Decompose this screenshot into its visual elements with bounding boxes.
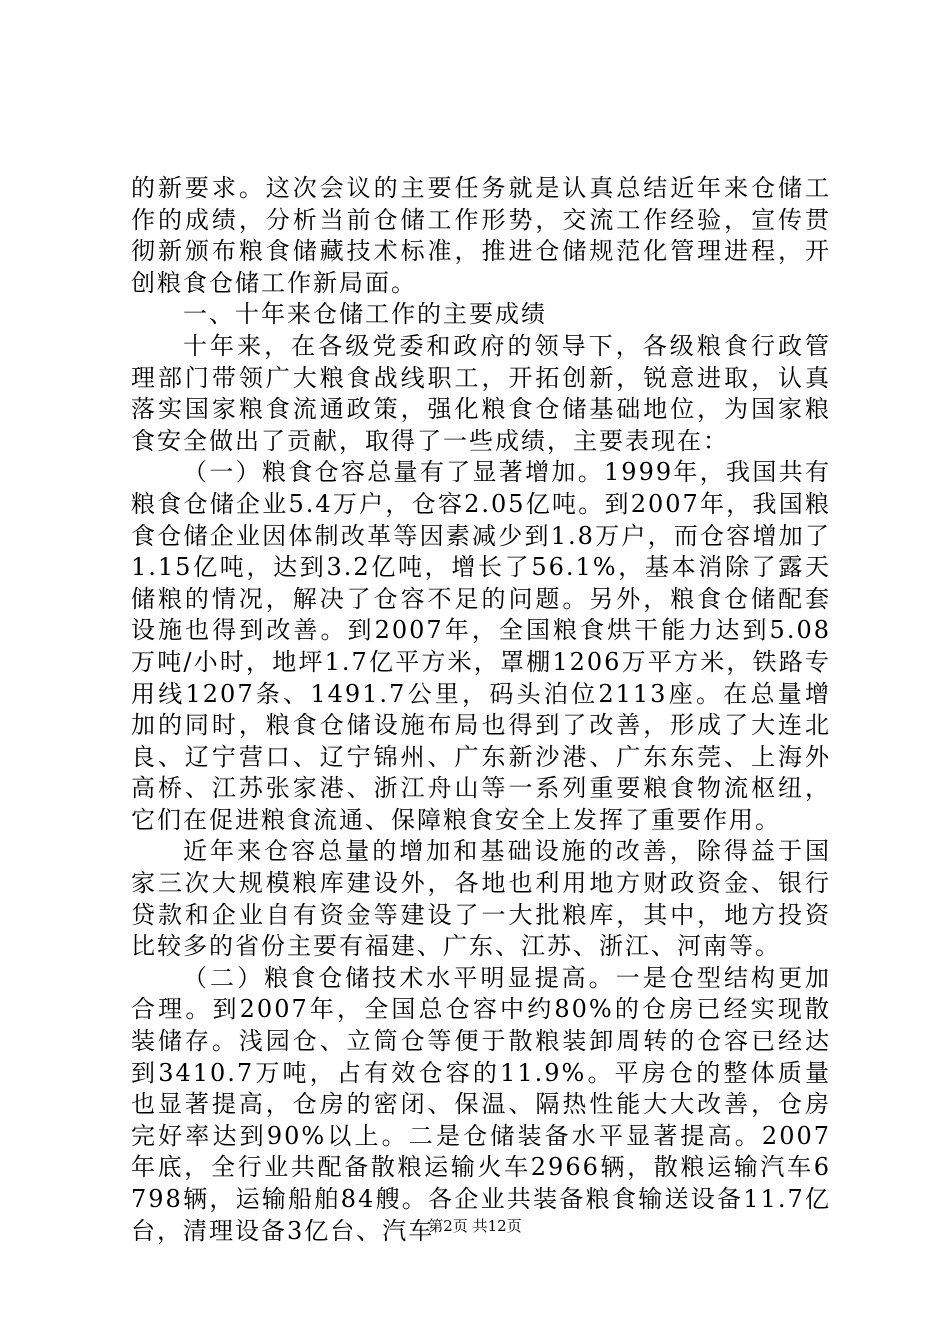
section-heading: 一、十年来仓储工作的主要成绩: [183, 300, 547, 329]
paragraph-continuation: 的新要求。这次会议的主要任务就是认真总结近年来仓储工作的成绩，分析当前仓储工作形势，交流工作经验，宣传贯彻新颁布粮食储藏技术标准，推进仓储规范化管理进程，开创粮食仓储工作新局面。: [131, 174, 831, 297]
paragraph: （二）粮食仓储技术水平明显提高。一是仓型结构更加合理。到2007年，全国总仓容中约80%的仓房已经实现散装储存。浅园仓、立筒仓等便于散粮装卸周转的仓容已经达到3410.7万吨，占有效仓容的11.9%。平房仓的整体质量也显著提高，仓房的密闭、保温、隔热性能大大改善，仓房完好率达到90%以上。二是仓储装备水平显著提高。2007年底，全行业共配备散粮运输火车2966辆，散粮运输汽车6798辆，运输船舶84艘。各企业共装备粮食输送设备11.7亿台，清理设备3亿台、汽车: [131, 963, 831, 1245]
paragraph: 近年来仓容总量的增加和基础设施的改善，除得益于国家三次大规模粮库建设外，各地也利用地方财政资金、银行贷款和企业自有资金等建设了一大批粮库，其中，地方投资比较多的省份主要有福建、广东、江苏、浙江、河南等。: [131, 837, 831, 961]
paragraph: 十年来，在各级党委和政府的领导下，各级粮食行政管理部门带领广大粮食战线职工，开拓创新，锐意进取，认真落实国家粮食流通政策，强化粮食仓储基础地位，为国家粮食安全做出了贡献，取得了一些成绩，主要表现在：: [131, 331, 831, 455]
page-footer: 第2页 共12页: [428, 1217, 522, 1235]
paragraph: （一）粮食仓容总量有了显著增加。1999年，我国共有粮食仓储企业5.4万户，仓容2.05亿吨。到2007年，我国粮食仓储企业因体制改革等因素减少到1.8万户，而仓容增加了1.15亿吨，达到3.2亿吨，增长了56.1%，基本消除了露天储粮的情况，解决了仓容不足的问题。另外，粮食仓储配套设施也得到改善。到2007年，全国粮食烘干能力达到5.08万吨/小时，地坪1.7亿平方米，罩棚1206万平方米，铁路专用线1207条、1491.7公里，码头泊位2113座。在总量增加的同时，粮食仓储设施布局也得到了改善，形成了大连北良、辽宁营口、辽宁锦州、广东新沙港、广东东莞、上海外高桥、江苏张家港、浙江舟山等一系列重要粮食物流枢纽，它们在促进粮食流通、保障粮食安全上发挥了重要作用。: [131, 458, 831, 834]
body-text: [131, 173, 831, 1247]
